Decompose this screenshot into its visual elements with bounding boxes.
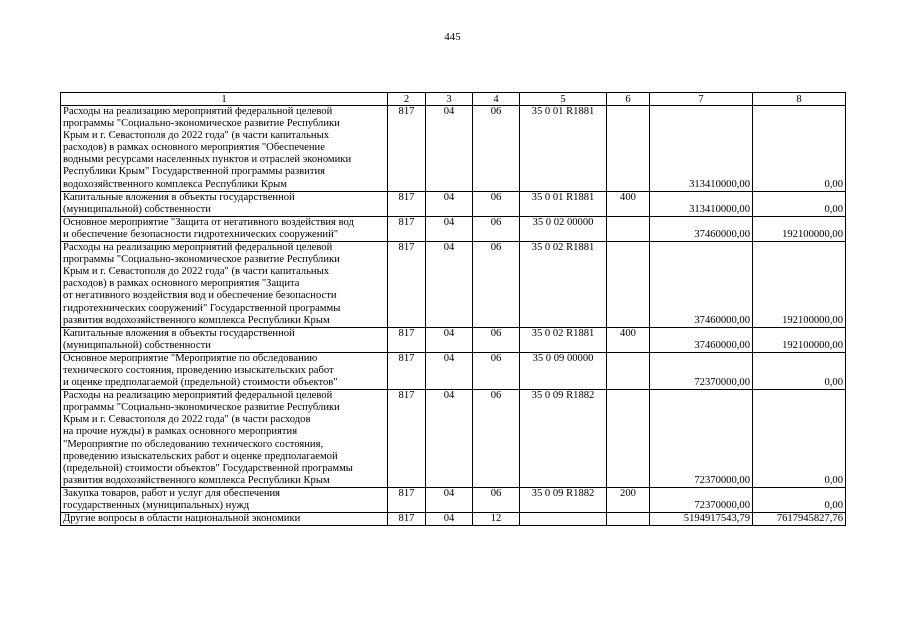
table-row [61, 352, 846, 389]
row-amount-col8: 0,00 [753, 352, 846, 389]
row-ministry-code: 817 [388, 242, 426, 328]
row-section-code: 04 [426, 352, 473, 389]
row-subsection-code: 06 [473, 216, 520, 241]
row-section-code: 04 [426, 327, 473, 352]
row-amount-col8: 0,00 [753, 106, 846, 192]
row-ministry-code: 817 [388, 390, 426, 488]
row-target-article: 35 0 01 R1881 [520, 191, 607, 216]
row-expense-type [607, 216, 650, 241]
row-amount-col8: 192100000,00 [753, 216, 846, 241]
table-row [61, 216, 846, 241]
header-cell: 7 [650, 93, 753, 106]
row-section-code: 04 [426, 487, 473, 512]
row-subsection-code: 12 [473, 513, 520, 526]
row-target-article: 35 0 09 R1882 [520, 487, 607, 512]
row-amount-col7: 37460000,00 [650, 327, 753, 352]
row-section-code: 04 [426, 106, 473, 192]
row-subsection-code: 06 [473, 352, 520, 389]
row-amount-col8: 0,00 [753, 487, 846, 512]
budget-table [60, 92, 846, 526]
row-amount-col8: 7617945827,76 [753, 513, 846, 526]
header-cell: 4 [473, 93, 520, 106]
row-ministry-code: 817 [388, 487, 426, 512]
row-description: Капитальные вложения в объекты государственной (муниципальной) собственности [61, 327, 388, 352]
row-description: Расходы на реализацию мероприятий федеральной целевой программы "Социально-экономическое развитие Республики Крым и г. Севастополя до 2022 года" (в части капитальных расходов) в рамках основного мероприятия "Обеспечение водными ресурсами населенных пунктов и отраслей экономики Республики Крым" Государственной программы развития водохозяйственного комплекса Республики Крым [61, 106, 388, 192]
table-row [61, 513, 846, 526]
table-row [61, 327, 846, 352]
row-description: Расходы на реализацию мероприятий федеральной целевой программы "Социально-экономическое развитие Республики Крым и г. Севастополя до 2022 года" (в части расходов на прочие нужды) в рамках основного мероприятия "Мероприятие по обследованию технического состояния, проведению изыскательских работ и оценке предполагаемой (предельной) стоимости объектов" Государственной программы развития водохозяйственного комплекса Республики Крым [61, 390, 388, 488]
row-target-article: 35 0 02 R1881 [520, 327, 607, 352]
row-amount-col7: 37460000,00 [650, 216, 753, 241]
row-subsection-code: 06 [473, 390, 520, 488]
row-expense-type: 400 [607, 191, 650, 216]
row-section-code: 04 [426, 390, 473, 488]
row-subsection-code: 06 [473, 242, 520, 328]
row-ministry-code: 817 [388, 352, 426, 389]
row-amount-col7: 313410000,00 [650, 106, 753, 192]
header-cell: 6 [607, 93, 650, 106]
row-target-article [520, 513, 607, 526]
row-expense-type [607, 513, 650, 526]
row-section-code: 04 [426, 216, 473, 241]
row-target-article: 35 0 02 00000 [520, 216, 607, 241]
row-expense-type [607, 242, 650, 328]
row-amount-col7: 313410000,00 [650, 191, 753, 216]
row-expense-type: 200 [607, 487, 650, 512]
row-ministry-code: 817 [388, 327, 426, 352]
row-amount-col7: 72370000,00 [650, 352, 753, 389]
row-section-code: 04 [426, 513, 473, 526]
row-ministry-code: 817 [388, 216, 426, 241]
row-subsection-code: 06 [473, 487, 520, 512]
row-amount-col8: 0,00 [753, 390, 846, 488]
row-amount-col7: 72370000,00 [650, 487, 753, 512]
header-cell: 3 [426, 93, 473, 106]
row-expense-type [607, 106, 650, 192]
row-ministry-code: 817 [388, 513, 426, 526]
row-expense-type: 400 [607, 327, 650, 352]
table-header-row [61, 93, 846, 106]
row-section-code: 04 [426, 191, 473, 216]
row-expense-type [607, 352, 650, 389]
row-ministry-code: 817 [388, 106, 426, 192]
page-number: 445 [444, 31, 461, 43]
row-description: Другие вопросы в области национальной экономики [61, 513, 388, 526]
row-section-code: 04 [426, 242, 473, 328]
row-amount-col8: 0,00 [753, 191, 846, 216]
row-description: Расходы на реализацию мероприятий федеральной целевой программы "Социально-экономическое развитие Республики Крым и г. Севастополя до 2022 года" (в части капитальных расходов) в рамках основного мероприятия "Защита от негативного воздействия вод и обеспечение безопасности гидротехнических сооружений" Государственной программы развития водохозяйственного комплекса Республики Крым [61, 242, 388, 328]
row-amount-col7: 37460000,00 [650, 242, 753, 328]
row-subsection-code: 06 [473, 191, 520, 216]
table-row [61, 106, 846, 192]
row-amount-col8: 192100000,00 [753, 242, 846, 328]
header-cell: 2 [388, 93, 426, 106]
table-row [61, 390, 846, 488]
row-ministry-code: 817 [388, 191, 426, 216]
header-cell: 5 [520, 93, 607, 106]
row-description: Закупка товаров, работ и услуг для обеспечения государственных (муниципальных) нужд [61, 487, 388, 512]
row-amount-col7: 72370000,00 [650, 390, 753, 488]
row-amount-col8: 192100000,00 [753, 327, 846, 352]
header-cell: 8 [753, 93, 846, 106]
table-row [61, 191, 846, 216]
row-expense-type [607, 390, 650, 488]
row-amount-col7: 5194917543,79 [650, 513, 753, 526]
row-description: Основное мероприятие "Мероприятие по обследованию технического состояния, проведению изыскательских работ и оценке предполагаемой (предельной) стоимости объектов" [61, 352, 388, 389]
row-subsection-code: 06 [473, 106, 520, 192]
table-row [61, 242, 846, 328]
row-target-article: 35 0 09 00000 [520, 352, 607, 389]
header-cell: 1 [61, 93, 388, 106]
table-row [61, 487, 846, 512]
row-subsection-code: 06 [473, 327, 520, 352]
row-description: Капитальные вложения в объекты государственной (муниципальной) собственности [61, 191, 388, 216]
row-target-article: 35 0 02 R1881 [520, 242, 607, 328]
row-target-article: 35 0 01 R1881 [520, 106, 607, 192]
row-target-article: 35 0 09 R1882 [520, 390, 607, 488]
row-description: Основное мероприятие "Защита от негативного воздействия вод и обеспечение безопасности гидротехнических сооружений" [61, 216, 388, 241]
